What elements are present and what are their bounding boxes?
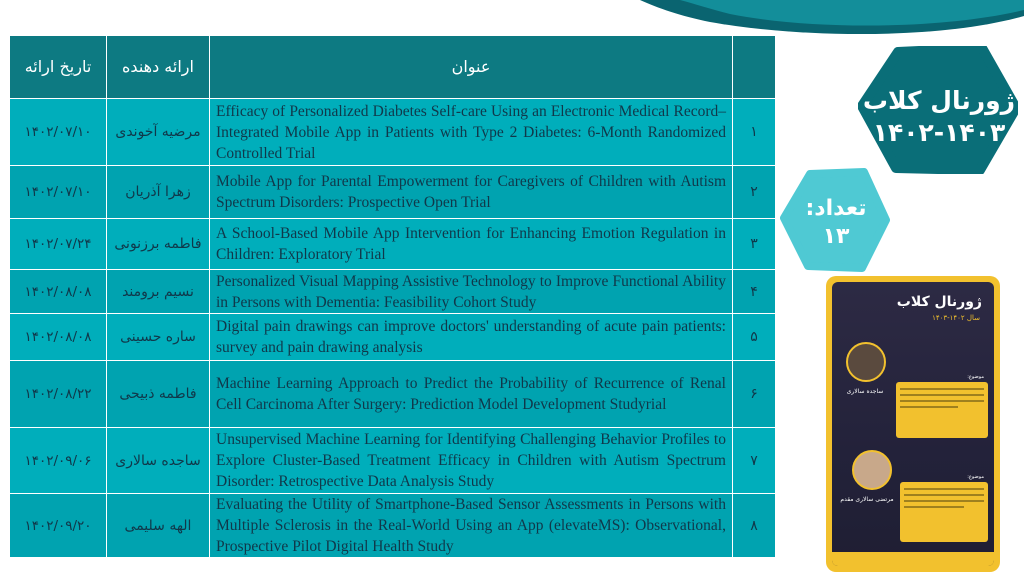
- top-wave-decoration: [640, 0, 1024, 40]
- presenter-name: فاطمه برزنونی: [107, 219, 210, 270]
- presentation-date: ۱۴۰۲/۰۷/۱۰: [10, 166, 107, 219]
- article-title: Machine Learning Approach to Predict the Probability of Recurrence of Renal Cell Carcinoma After Surgery: Prediction Model Development Studyrial: [210, 361, 733, 428]
- table-row: [10, 428, 776, 494]
- poster-topic-label: موضوع:: [967, 474, 984, 480]
- presenter-name: ساره حسینی: [107, 314, 210, 361]
- row-number: ۸: [733, 494, 776, 558]
- presenter-name: زهرا آذریان: [107, 166, 210, 219]
- count-label: تعداد:: [805, 196, 867, 221]
- poster-topic-label: موضوع:: [967, 374, 984, 380]
- table-row: [10, 270, 776, 314]
- row-number: ۵: [733, 314, 776, 361]
- poster-title: ژورنال کلاب: [896, 294, 982, 310]
- presentation-date: ۱۴۰۲/۰۹/۰۶: [10, 428, 107, 494]
- row-number: ۶: [733, 361, 776, 428]
- poster-body: [832, 282, 994, 566]
- header-presenter: ارائه دهنده: [107, 36, 210, 99]
- row-number: ۳: [733, 219, 776, 270]
- poster-topic-card: [896, 382, 988, 438]
- presentation-date: ۱۴۰۲/۰۸/۰۸: [10, 270, 107, 314]
- article-title: Evaluating the Utility of Smartphone-Based Sensor Assessments in Persons with Multiple Sclerosis in the Real-World Using an App (elevateMS): Observational, Prospective Pilot Digital Health Study: [210, 494, 733, 558]
- table-header-row: [10, 36, 776, 99]
- row-number: ۱: [733, 99, 776, 166]
- row-number: ۴: [733, 270, 776, 314]
- table-row: [10, 494, 776, 558]
- journal-club-poster: [826, 276, 1000, 572]
- article-title: A School-Based Mobile App Intervention for Enhancing Emotion Regulation in Children: Exploratory Trial: [210, 219, 733, 270]
- badge-years: ۱۴۰۲-۱۴۰۳: [872, 118, 1006, 147]
- poster-presenter-name: مرتضی سالاری مقدم: [840, 496, 894, 503]
- article-title: Efficacy of Personalized Diabetes Self-care Using an Electronic Medical Record–Integrated Mobile App in Patients with Type 2 Diabetes: 6-Month Randomized Controlled Trial: [210, 99, 733, 166]
- header-title: عنوان: [210, 36, 733, 99]
- presentation-date: ۱۴۰۲/۰۸/۰۸: [10, 314, 107, 361]
- presenter-name: ساجده سالاری: [107, 428, 210, 494]
- poster-presenter-name: ساجده سالاری: [846, 388, 884, 395]
- article-title: Digital pain drawings can improve doctors' understanding of acute pain patients: survey and pain drawing analysis: [210, 314, 733, 361]
- presenter-photo: [846, 342, 886, 382]
- poster-topic-card: [900, 482, 988, 542]
- presenter-name: الهه سلیمی: [107, 494, 210, 558]
- presenter-name: فاطمه ذبیحی: [107, 361, 210, 428]
- journal-club-table: [9, 35, 776, 558]
- presentation-date: ۱۴۰۲/۰۹/۲۰: [10, 494, 107, 558]
- presentation-date: ۱۴۰۲/۰۷/۱۰: [10, 99, 107, 166]
- table-row: [10, 99, 776, 166]
- header-date: تاریخ ارائه: [10, 36, 107, 99]
- table-row: [10, 219, 776, 270]
- table-row: [10, 166, 776, 219]
- presentation-date: ۱۴۰۲/۰۸/۲۲: [10, 361, 107, 428]
- article-title: Unsupervised Machine Learning for Identifying Challenging Behavior Profiles to Explore Cluster-Based Treatment Efficacy in Children with Autism Spectrum Disorder: Retrospective Data Analysis Study: [210, 428, 733, 494]
- header-number: [733, 36, 776, 99]
- presentation-date: ۱۴۰۲/۰۷/۲۴: [10, 219, 107, 270]
- article-title: Personalized Visual Mapping Assistive Technology to Improve Functional Ability in Persons with Dementia: Feasibility Cohort Study: [210, 270, 733, 314]
- presenter-name: مرضیه آخوندی: [107, 99, 210, 166]
- presenter-name: نسیم برومند: [107, 270, 210, 314]
- row-number: ۲: [733, 166, 776, 219]
- article-title: Mobile App for Parental Empowerment for Caregivers of Children with Autism Spectrum Disorders: Prospective Open Trial: [210, 166, 733, 219]
- table-row: [10, 361, 776, 428]
- count-value: ۱۳: [822, 224, 850, 249]
- row-number: ۷: [733, 428, 776, 494]
- poster-subtitle: سال ۱۴۰۲-۱۴۰۳: [932, 314, 980, 322]
- presenter-photo: [852, 450, 892, 490]
- table-row: [10, 314, 776, 361]
- poster-footer: [832, 552, 994, 566]
- badge-title: ژورنال کلاب: [862, 86, 1016, 115]
